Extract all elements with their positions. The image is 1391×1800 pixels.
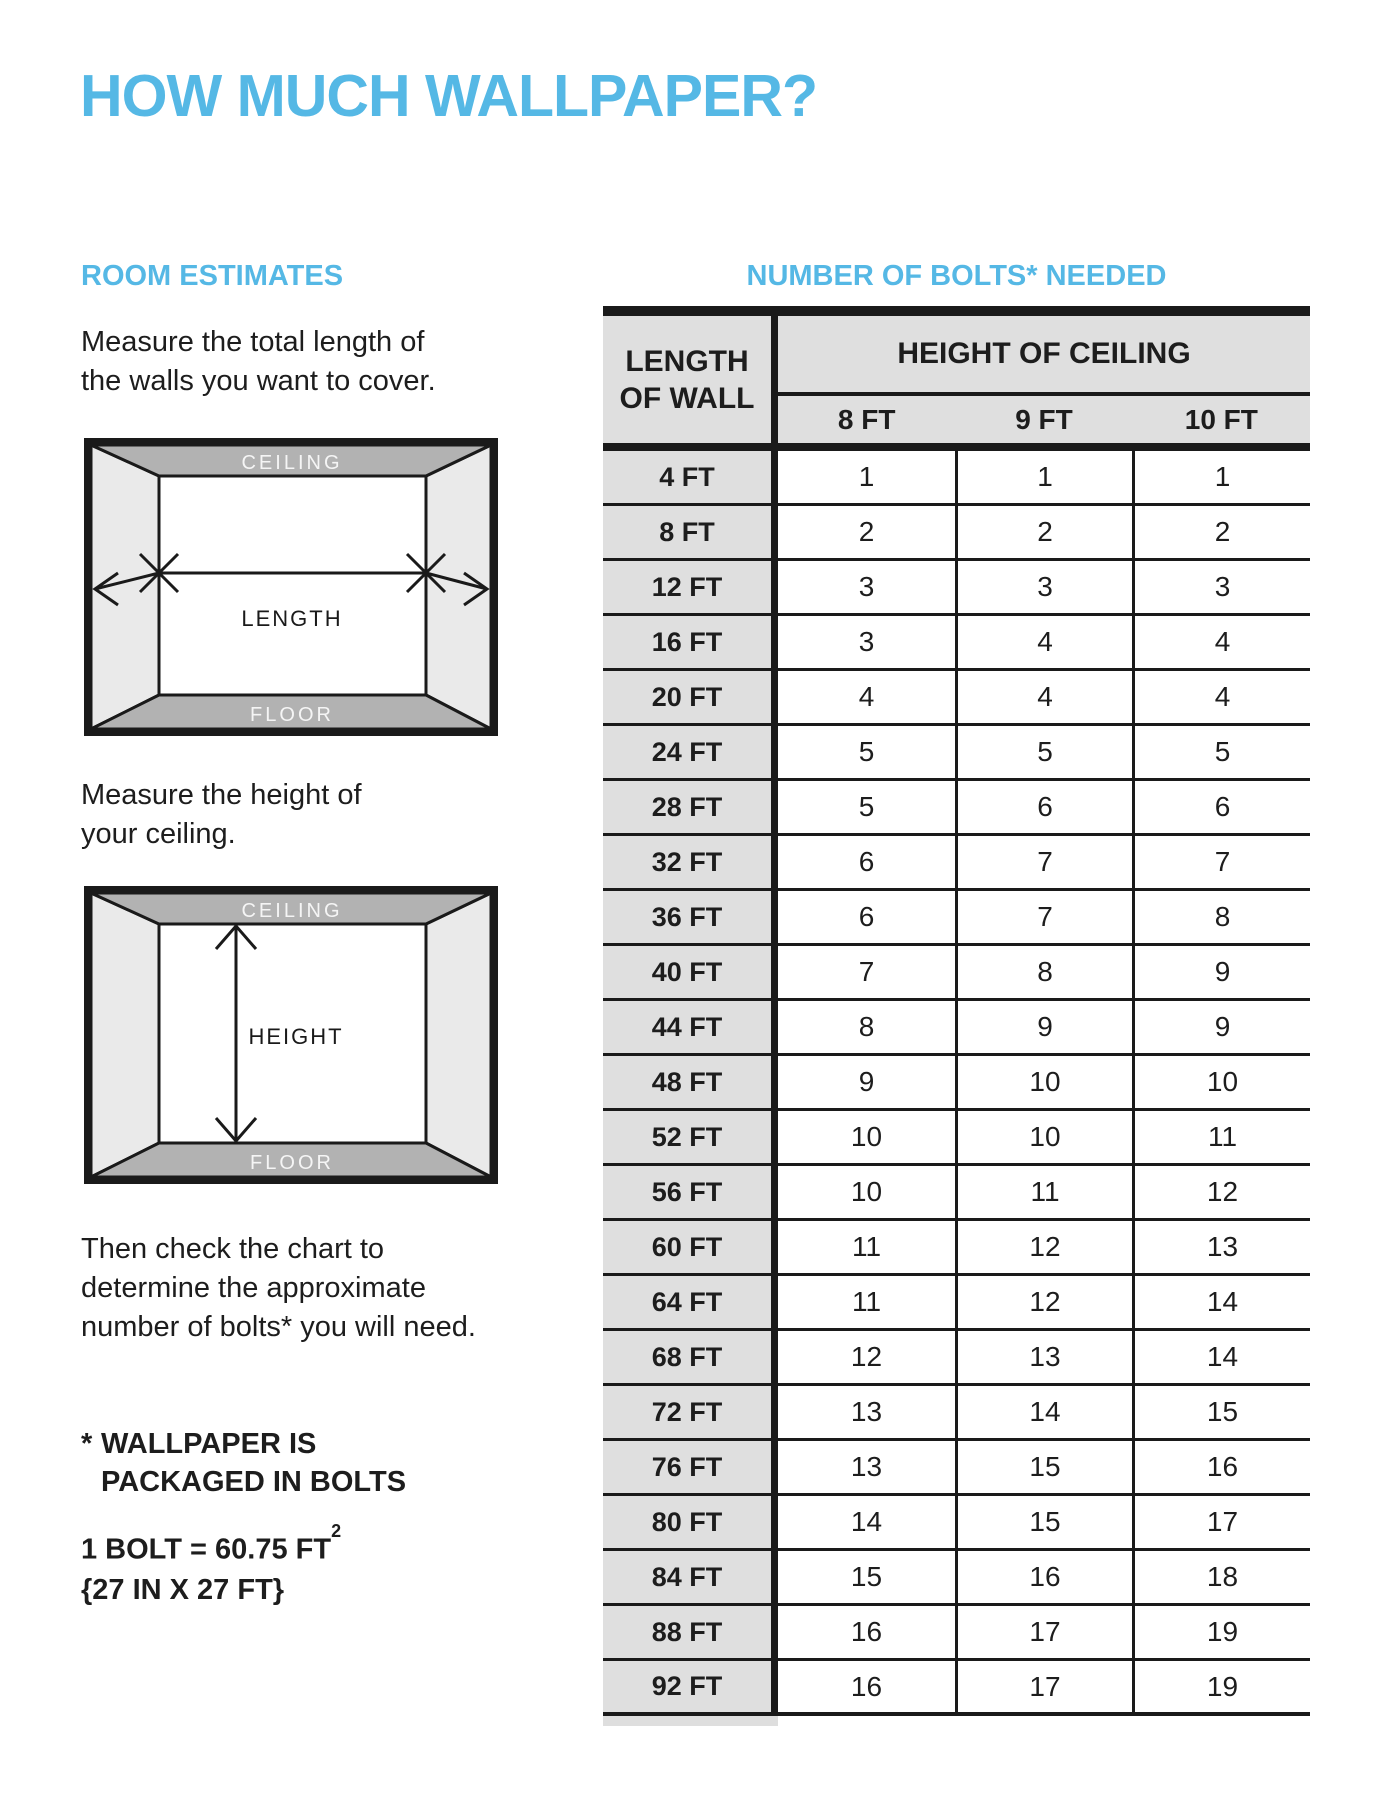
row-label-length-of-wall: 72 FT [603, 1386, 778, 1438]
room-length-diagram [84, 438, 498, 736]
cell-bolts-8ft: 1 [778, 451, 955, 503]
table-row [603, 561, 1310, 616]
squared-exponent: 2 [331, 1521, 342, 1541]
cell-bolts-10ft: 4 [1132, 616, 1310, 668]
instruction-line: determine the approximate [81, 1272, 426, 1304]
instruction-line: Measure the height of [81, 779, 362, 811]
cell-bolts-10ft: 17 [1132, 1496, 1310, 1548]
cell-bolts-10ft: 14 [1132, 1276, 1310, 1328]
cell-bolts-9ft: 12 [955, 1276, 1132, 1328]
cell-bolts-10ft: 8 [1132, 891, 1310, 943]
table-row [603, 451, 1310, 506]
col-group-header-height-of-ceiling: HEIGHT OF CEILING [778, 316, 1310, 396]
table-row [603, 616, 1310, 671]
table-row [603, 1496, 1310, 1551]
cell-bolts-8ft: 6 [778, 836, 955, 888]
cell-bolts-9ft: 17 [955, 1661, 1132, 1712]
cell-bolts-8ft: 7 [778, 946, 955, 998]
cell-bolts-10ft: 16 [1132, 1441, 1310, 1493]
cell-bolts-8ft: 12 [778, 1331, 955, 1383]
cell-bolts-8ft: 2 [778, 506, 955, 558]
row-label-length-of-wall: 76 FT [603, 1441, 778, 1493]
left-wall [91, 893, 159, 1177]
cell-bolts-9ft: 11 [955, 1166, 1132, 1218]
bolts-table [603, 306, 1310, 1726]
instruction-line: number of bolts* you will need. [81, 1311, 476, 1343]
bolts-needed-heading: NUMBER OF BOLTS* NEEDED [746, 260, 1167, 292]
table-row [603, 891, 1310, 946]
table-row [603, 1221, 1310, 1276]
row-label-length-of-wall: 8 FT [603, 506, 778, 558]
table-row [603, 1331, 1310, 1386]
row-label-length-of-wall: 40 FT [603, 946, 778, 998]
length-label: LENGTH [241, 606, 343, 631]
instruction-measure-height [81, 776, 362, 854]
row-label-length-of-wall: 56 FT [603, 1166, 778, 1218]
row-label-length-of-wall: 84 FT [603, 1551, 778, 1603]
footnote-text [101, 1425, 406, 1501]
row-label-length-of-wall: 80 FT [603, 1496, 778, 1548]
cell-bolts-10ft: 13 [1132, 1221, 1310, 1273]
page-title: HOW MUCH WALLPAPER? [80, 63, 817, 129]
cell-bolts-8ft: 5 [778, 781, 955, 833]
room-height-diagram [84, 886, 498, 1184]
cell-bolts-9ft: 15 [955, 1496, 1132, 1548]
cell-bolts-9ft: 12 [955, 1221, 1132, 1273]
cell-bolts-10ft: 4 [1132, 671, 1310, 723]
col-header-8ft: 8 FT [837, 403, 896, 435]
cell-bolts-8ft: 11 [778, 1221, 955, 1273]
table-row [603, 1551, 1310, 1606]
table-row [603, 946, 1310, 1001]
cell-bolts-10ft: 19 [1132, 1661, 1310, 1712]
cell-bolts-10ft: 3 [1132, 561, 1310, 613]
cell-bolts-10ft: 9 [1132, 1001, 1310, 1053]
cell-bolts-9ft: 3 [955, 561, 1132, 613]
cell-bolts-9ft: 8 [955, 946, 1132, 998]
cell-bolts-9ft: 17 [955, 1606, 1132, 1658]
row-label-length-of-wall: 44 FT [603, 1001, 778, 1053]
row-label-length-of-wall: 68 FT [603, 1331, 778, 1383]
row-label-length-of-wall: 24 FT [603, 726, 778, 778]
bolt-size-info [81, 1522, 341, 1610]
floor-label: FLOOR [250, 704, 334, 726]
instruction-check-chart [81, 1230, 476, 1347]
cell-bolts-8ft: 10 [778, 1111, 955, 1163]
instruction-line: Then check the chart to [81, 1233, 385, 1265]
table-row [603, 1386, 1310, 1441]
ceiling-height-header-group [778, 316, 1310, 443]
ceiling-label: CEILING [241, 452, 343, 474]
table-row [603, 671, 1310, 726]
cell-bolts-9ft: 15 [955, 1441, 1132, 1493]
cell-bolts-9ft: 13 [955, 1331, 1132, 1383]
cell-bolts-8ft: 10 [778, 1166, 955, 1218]
instruction-measure-length [81, 323, 436, 401]
cell-bolts-8ft: 8 [778, 1001, 955, 1053]
cell-bolts-9ft: 14 [955, 1386, 1132, 1438]
row-label-length-of-wall: 28 FT [603, 781, 778, 833]
table-row [603, 1661, 1310, 1716]
cell-bolts-10ft: 18 [1132, 1551, 1310, 1603]
cell-bolts-9ft: 10 [955, 1056, 1132, 1108]
cell-bolts-9ft: 4 [955, 616, 1132, 668]
row-label-length-of-wall: 88 FT [603, 1606, 778, 1658]
cell-bolts-9ft: 5 [955, 726, 1132, 778]
row-label-length-of-wall: 12 FT [603, 561, 778, 613]
row-label-length-of-wall: 60 FT [603, 1221, 778, 1273]
col-header-10ft: 10 FT [1184, 403, 1258, 435]
cell-bolts-8ft: 6 [778, 891, 955, 943]
cell-bolts-8ft: 15 [778, 1551, 955, 1603]
row-label-length-of-wall: 32 FT [603, 836, 778, 888]
row-label-length-of-wall: 64 FT [603, 1276, 778, 1328]
cell-bolts-9ft: 4 [955, 671, 1132, 723]
col-header-length-of-wall: LENGTH OF WALL [603, 316, 778, 443]
bolt-equation: 1 BOLT = 60.75 $FT^2$ [81, 1521, 342, 1566]
row-label-length-of-wall: 92 FT [603, 1661, 778, 1712]
cell-bolts-8ft: 9 [778, 1056, 955, 1108]
height-label: HEIGHT [248, 1024, 344, 1049]
cell-bolts-8ft: 14 [778, 1496, 955, 1548]
instruction-line: the walls you want to cover. [81, 365, 436, 397]
floor-label: FLOOR [250, 1152, 334, 1174]
cell-bolts-8ft: 4 [778, 671, 955, 723]
room-estimates-heading: ROOM ESTIMATES [81, 260, 344, 292]
table-row [603, 1056, 1310, 1111]
cell-bolts-10ft: 10 [1132, 1056, 1310, 1108]
ceiling-label: CEILING [241, 900, 343, 922]
table-header [603, 316, 1310, 451]
table-body [603, 451, 1310, 1716]
cell-bolts-10ft: 19 [1132, 1606, 1310, 1658]
back-wall [159, 476, 426, 695]
row-label-length-of-wall: 16 FT [603, 616, 778, 668]
table-row [603, 1606, 1310, 1661]
table-row [603, 1441, 1310, 1496]
right-wall [426, 893, 491, 1177]
instruction-line: your ceiling. [81, 818, 236, 850]
cell-bolts-10ft: 14 [1132, 1331, 1310, 1383]
cell-bolts-10ft: 7 [1132, 836, 1310, 888]
row-label-length-of-wall: 36 FT [603, 891, 778, 943]
row-label-length-of-wall: 48 FT [603, 1056, 778, 1108]
cell-bolts-8ft: 11 [778, 1276, 955, 1328]
row-label-length-of-wall: 20 FT [603, 671, 778, 723]
table-row [603, 781, 1310, 836]
cell-bolts-9ft: 6 [955, 781, 1132, 833]
cell-bolts-10ft: 6 [1132, 781, 1310, 833]
row-label-length-of-wall: 52 FT [603, 1111, 778, 1163]
table-row [603, 1166, 1310, 1221]
table-bottom-gray-strip [603, 1716, 778, 1726]
sub-header-row [778, 396, 1310, 443]
bolt-dimensions: {27 IN X 27 FT} [81, 1573, 285, 1606]
table-row [603, 1001, 1310, 1056]
cell-bolts-10ft: 2 [1132, 506, 1310, 558]
cell-bolts-9ft: 9 [955, 1001, 1132, 1053]
cell-bolts-8ft: 3 [778, 616, 955, 668]
cell-bolts-9ft: 7 [955, 836, 1132, 888]
footnote-asterisk: * [81, 1428, 93, 1460]
cell-bolts-10ft: 15 [1132, 1386, 1310, 1438]
cell-bolts-10ft: 5 [1132, 726, 1310, 778]
cell-bolts-10ft: 11 [1132, 1111, 1310, 1163]
table-row [603, 1276, 1310, 1331]
cell-bolts-8ft: 3 [778, 561, 955, 613]
cell-bolts-8ft: 16 [778, 1661, 955, 1712]
footnote-line: PACKAGED IN BOLTS [101, 1466, 407, 1498]
cell-bolts-8ft: 16 [778, 1606, 955, 1658]
cell-bolts-9ft: 16 [955, 1551, 1132, 1603]
cell-bolts-10ft: 1 [1132, 451, 1310, 503]
cell-bolts-9ft: 1 [955, 451, 1132, 503]
table-row [603, 506, 1310, 561]
footnote-line: WALLPAPER IS [101, 1428, 317, 1460]
table-row [603, 726, 1310, 781]
cell-bolts-8ft: 5 [778, 726, 955, 778]
cell-bolts-9ft: 7 [955, 891, 1132, 943]
cell-bolts-9ft: 10 [955, 1111, 1132, 1163]
table-row [603, 836, 1310, 891]
row-label-length-of-wall: 4 FT [603, 451, 778, 503]
cell-bolts-8ft: 13 [778, 1441, 955, 1493]
cell-bolts-10ft: 9 [1132, 946, 1310, 998]
cell-bolts-10ft: 12 [1132, 1166, 1310, 1218]
instruction-line: Measure the total length of [81, 326, 425, 358]
wallpaper-bolts-footnote [81, 1425, 406, 1501]
table-row [603, 1111, 1310, 1166]
col-header-9ft: 9 FT [1015, 403, 1073, 435]
cell-bolts-9ft: 2 [955, 506, 1132, 558]
cell-bolts-8ft: 13 [778, 1386, 955, 1438]
